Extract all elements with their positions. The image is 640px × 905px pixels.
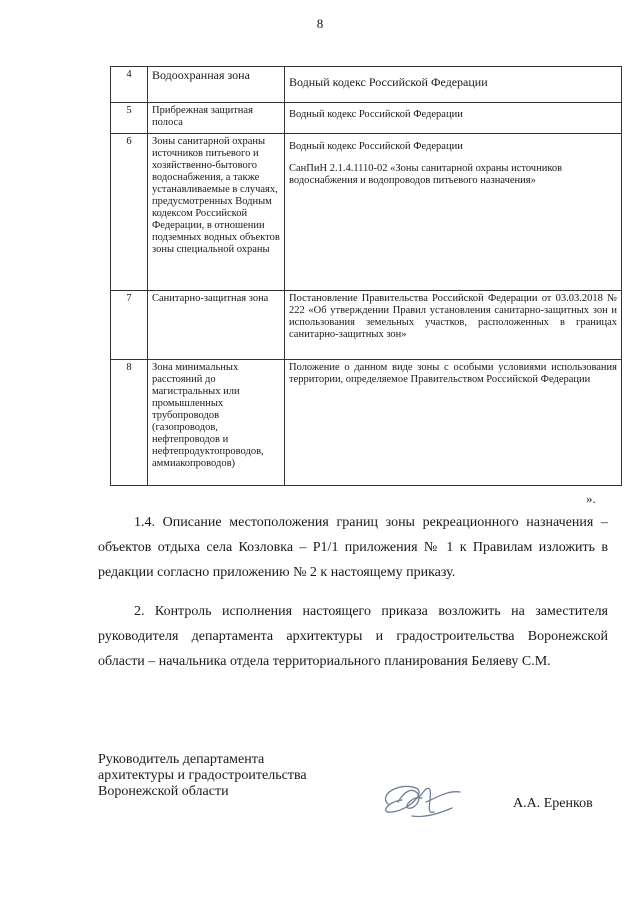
legal-basis: Постановление Правительства Российской Федерации от 03.03.2018 № 222 «Об утверждении Правил установления санитарно-защитных зон и использования земельных участков, расположенных в границах санитарно-защитных зон» <box>285 291 622 360</box>
zone-name: Водоохранная зона <box>148 67 285 103</box>
legal-basis: Водный кодекс Российской Федерации <box>285 67 622 103</box>
legal-basis-line: Водный кодекс Российской Федерации <box>289 141 463 152</box>
legal-basis-line: СанПиН 2.1.4.1110-02 «Зоны санитарной охраны источников водоснабжения и водопроводов питьевого назначения» <box>289 163 563 186</box>
table-row <box>111 103 622 134</box>
row-number: 7 <box>111 291 148 360</box>
signer-title <box>98 752 307 800</box>
legal-basis: Водный кодекс Российской Федерации <box>285 103 622 134</box>
row-number: 5 <box>111 103 148 134</box>
closing-quote: ». <box>586 491 596 506</box>
signer-title-line: Руководитель департамента <box>98 752 265 767</box>
zones-table <box>110 66 622 486</box>
row-number: 4 <box>111 67 148 103</box>
zone-name: Зоны санитарной охраны источников питьевого и хозяйственно-бытового водоснабжения, а также устанавливаемые в случаях, предусмотренных Водным кодексом Российской Федерации, в отношении подземных водных объектов зоны специальной охраны <box>148 134 285 291</box>
legal-basis <box>285 134 622 291</box>
table-row <box>111 67 622 103</box>
paragraph-2: 2. Контроль исполнения настоящего приказа возложить на заместителя руководителя департамента архитектуры и градостроительства Воронежской области – начальника отдела территориального планирования Беляеву С.М. <box>98 604 608 669</box>
signer-name: А.А. Еренков <box>513 796 593 811</box>
table-row <box>111 291 622 360</box>
zone-name: Прибрежная защитная полоса <box>148 103 285 134</box>
row-number: 8 <box>111 360 148 486</box>
handwritten-signature <box>368 772 468 832</box>
row-number: 6 <box>111 134 148 291</box>
legal-basis: Положение о данном виде зоны с особыми условиями использования территории, определяемое Правительством Российской Федерации <box>285 360 622 486</box>
zone-name: Санитарно-защитная зона <box>148 291 285 360</box>
signer-title-line: архитектуры и градостроительства <box>98 768 307 783</box>
paragraph-1-4: 1.4. Описание местоположения границ зоны рекреационного назначения – объектов отдыха села Козловка – Р1/1 приложения № 1 к Правилам изложить в редакции согласно приложению № 2 к настоящему приказу. <box>98 515 608 580</box>
table-row <box>111 360 622 486</box>
signer-title-line: Воронежской области <box>98 784 229 799</box>
zone-name: Зона минимальных расстояний до магистральных или промышленных трубопроводов (газопроводов, нефтепроводов и нефтепродуктопроводов, аммиакопроводов) <box>148 360 285 486</box>
table-row <box>111 134 622 291</box>
page-number: 8 <box>316 16 324 31</box>
